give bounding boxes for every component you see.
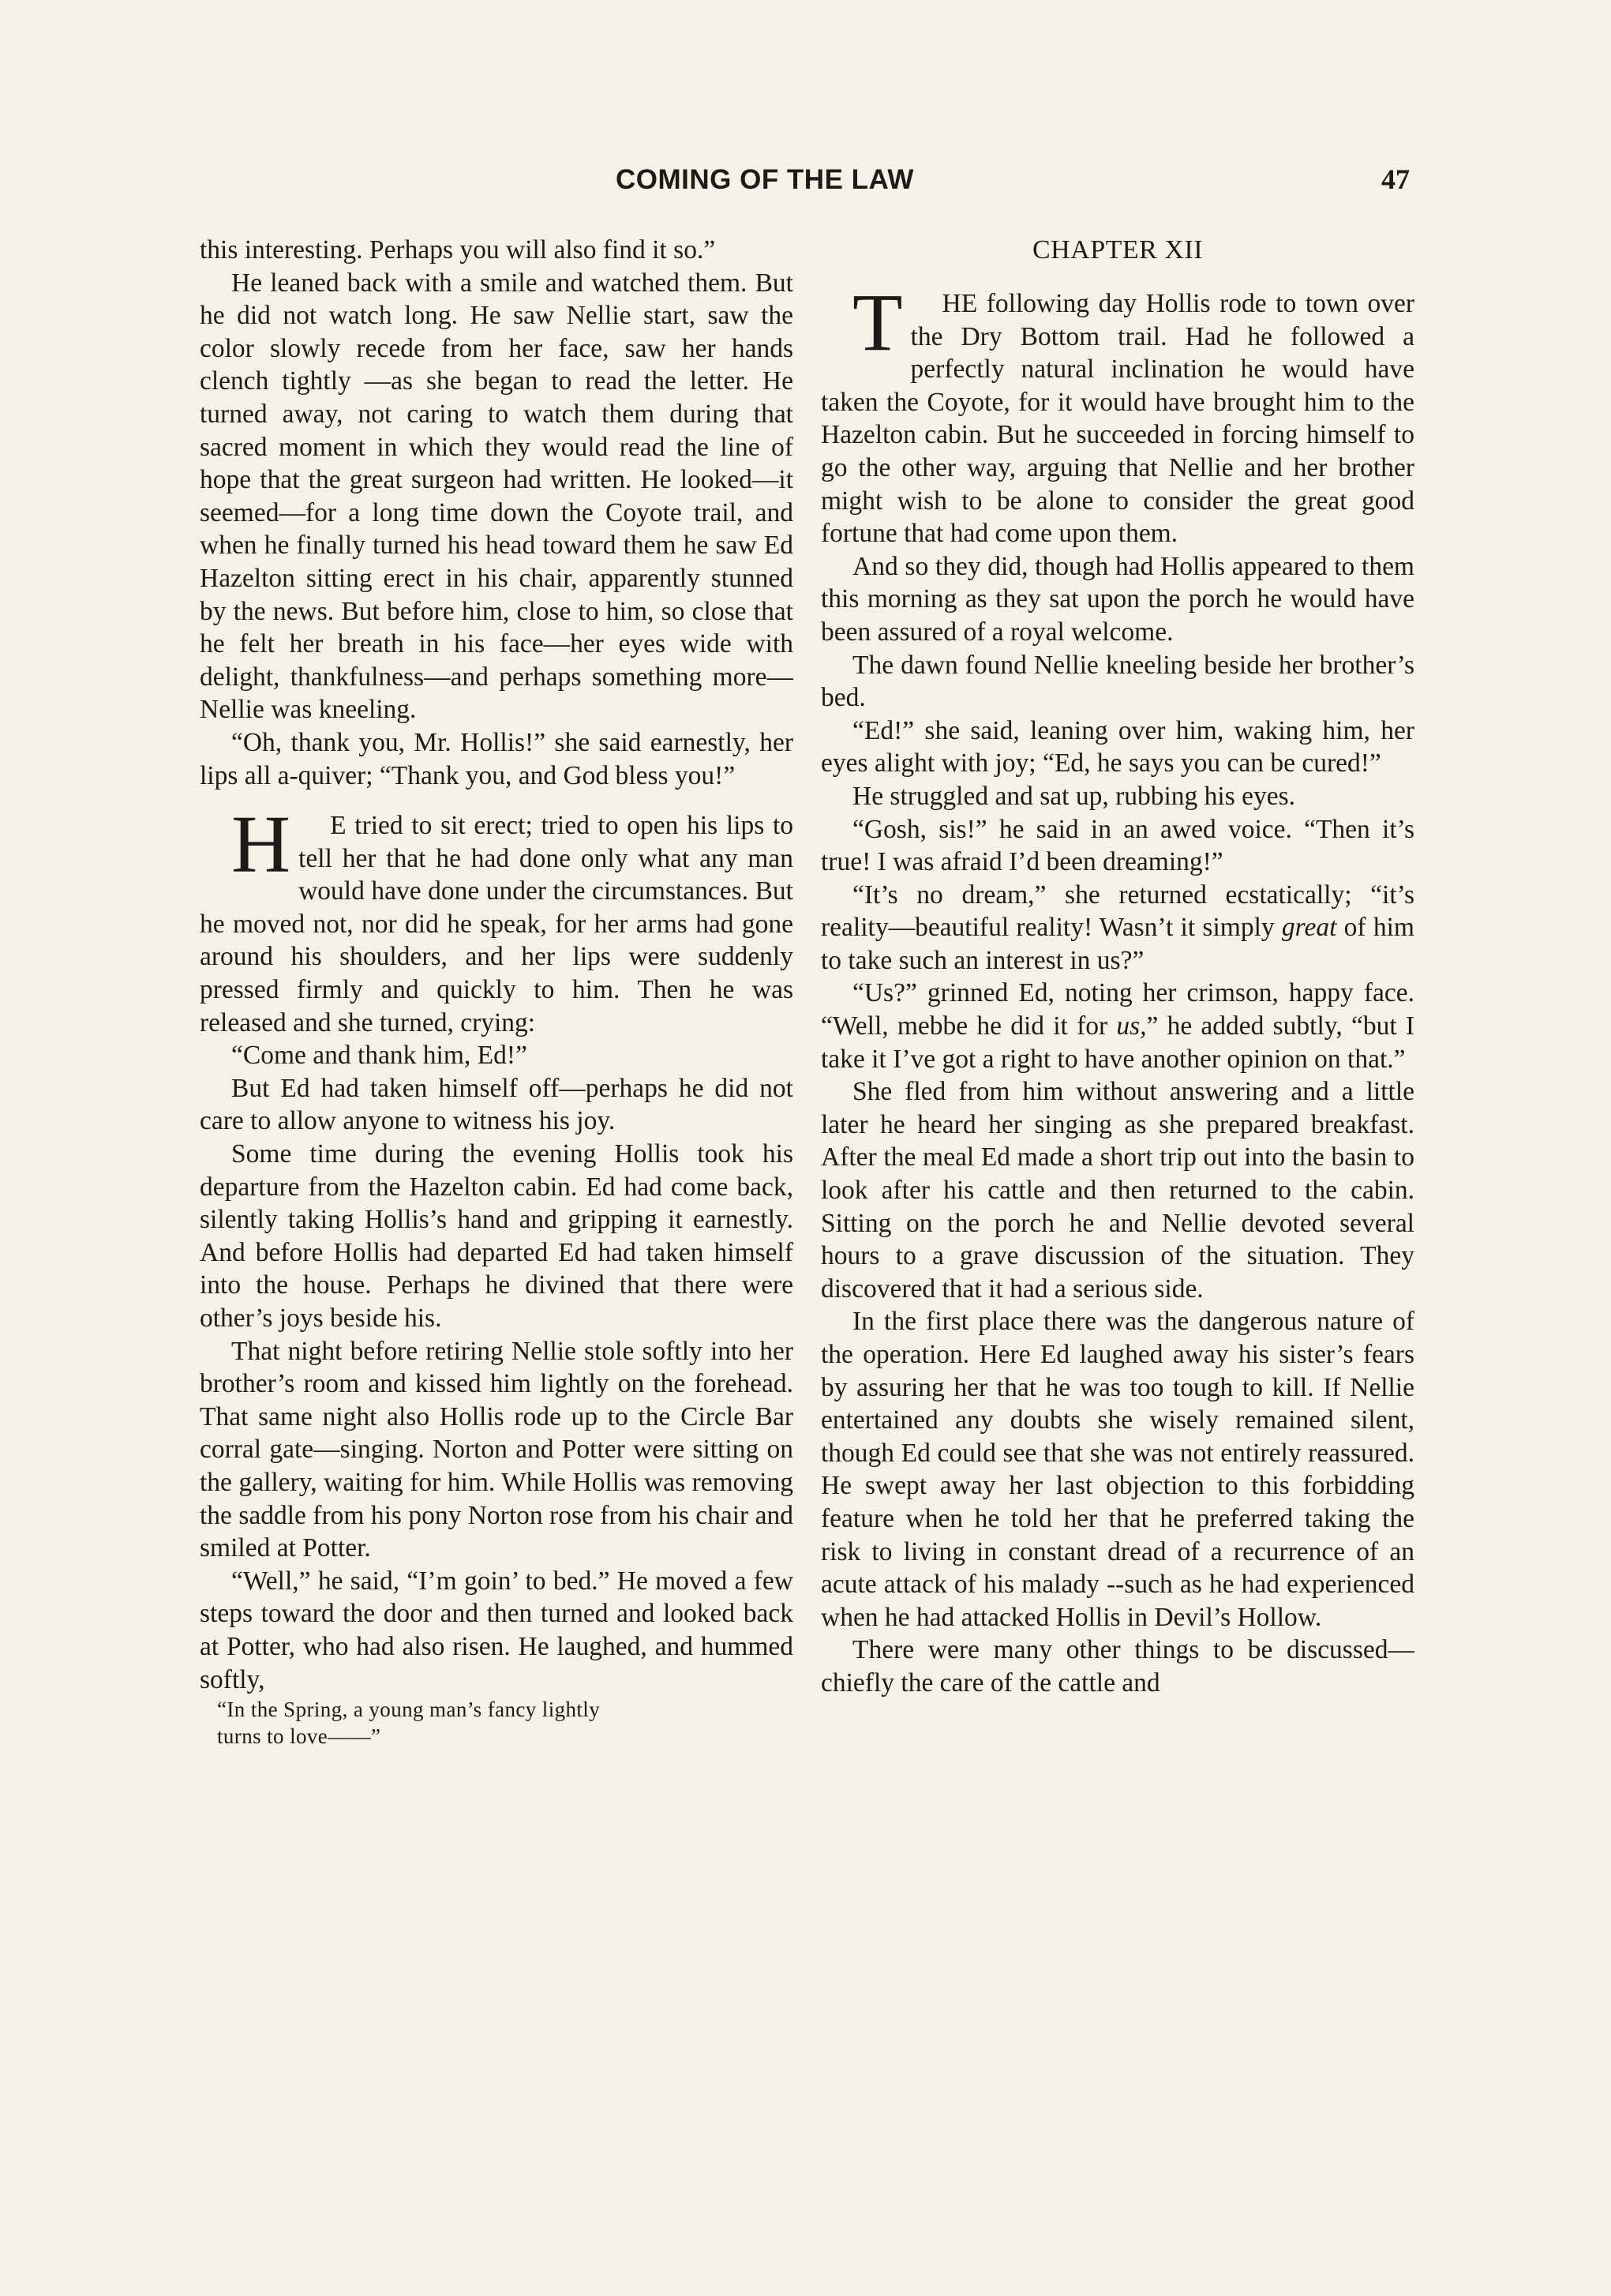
paragraph: “Gosh, sis!” he said in an awed voice. “Then it’s true! I was afraid I’d been dreaming!”: [821, 814, 1414, 877]
paragraph: [821, 977, 1414, 1075]
paragraph: “Come and thank him, Ed!”: [231, 1041, 527, 1071]
paragraph: That night before retiring Nellie stole softly into her brother’s room and kissed him lightly on the forehead. That same night also Hollis rode up to the Circle Bar corral gate—singing. Norton and Potter were sitting on the gallery, waiting for him. While Hollis was removing the saddle from his pony Norton rose from his chair and smiled at Potter.: [200, 1336, 793, 1563]
right-column: [821, 234, 1414, 2144]
paragraph: “Oh, thank you, Mr. Hollis!” she said earnestly, her lips all a-quiver; “Thank you, and God bless you!”: [200, 727, 793, 790]
paragraph-text: HE following day Hollis rode to town over the Dry Bottom trail. Had he followed a perfectly natural inclination he would have taken the Coyote, for it would have brought him to the Hazelton cabin. But he succeeded in forcing himself to go the other way, arguing that Nellie and her brother might wish to be alone to consider the great good fortune that had come upon them.: [821, 289, 1414, 549]
chapter-heading: CHAPTER XII: [1032, 235, 1204, 264]
left-column: [200, 234, 793, 2144]
paragraph: In the first place there was the dangerous nature of the operation. Here Ed laughed away his sister’s fears by assuring her that he was too tough to kill. If Nellie entertained any doubts she wisely remained silent, though Ed could see that she was not entirely reassured. He swept away her last objection to this forbidding feature when he told her that he preferred taking the risk to living in constant dread of a recurrence of an acute attack of his malady --such as he had experienced when he had attacked Hollis in Devil’s Hollow.: [821, 1307, 1414, 1632]
dropcap-paragraph: [200, 799, 793, 1039]
paragraph: And so they did, though had Hollis appeared to them this morning as they sat upon the porch he would have been assured of a royal welcome.: [821, 551, 1414, 647]
paragraph-text: ” he added subtly, “but I take it I’ve got a right to have another opinion on that.”: [821, 1011, 1414, 1074]
paragraph: But Ed had taken himself off—perhaps he did not care to allow anyone to witness his joy.: [200, 1073, 793, 1136]
page-number: 47: [1381, 163, 1410, 195]
running-title: COMING OF THE LAW: [616, 164, 914, 195]
page-header: [0, 164, 1611, 204]
dropcap-paragraph: [821, 277, 1414, 550]
emphasis-text: us,: [1116, 1011, 1147, 1041]
paragraph: He struggled and sat up, rubbing his eyes.: [852, 781, 1296, 811]
paragraph: Some time during the evening Hollis took his departure from the Hazelton cabin. Ed had come back, silently taking Hollis’s hand and gripping it earnestly. And before Hollis had departed Ed had taken himself into the house. Perhaps he divined that there were other’s joys beside his.: [200, 1139, 793, 1333]
paragraph: “Ed!” she said, leaning over him, waking him, her eyes alight with joy; “Ed, he says you can be cured!”: [821, 715, 1414, 778]
paragraph: There were many other things to be discussed—chiefly the care of the cattle and: [821, 1635, 1414, 1698]
drop-cap: H: [231, 799, 291, 891]
paragraph-text: “It’s no dream,” she returned ecstatically; “it’s reality—beautiful reality! Wasn’t it simply: [821, 880, 1414, 943]
emphasis-text: great: [1281, 913, 1337, 943]
poem-quote: [217, 1696, 793, 1750]
poem-line: turns to love——”: [217, 1724, 381, 1749]
paragraph: He leaned back with a smile and watched them. But he did not watch long. He saw Nellie start, saw the color slowly recede from her face, saw her hands clench tightly —as she began to read the letter. He turned away, not caring to watch them during that sacred moment in which they would read the line of hope that the great surgeon had written. He looked—it seemed—for a long time down the Coyote trail, and when he finally turned his head toward them he saw Ed Hazelton sitting erect in his chair, apparently stunned by the news. But before him, close to him, so close that he felt her breath in his face—her eyes wide with delight, thankfulness—and perhaps something more—Nellie was kneeling.: [200, 268, 793, 725]
paragraph-text: E tried to sit erect; tried to open his lips to tell her that he had done only what any man would have done under the circumstances. But he moved not, nor did he speak, for her arms had gone around his shoulders, and her lips were suddenly pressed firmly and quickly to him. Then he was released and she turned, crying:: [200, 811, 793, 1037]
paragraph: [821, 879, 1414, 977]
paragraph: “Well,” he said, “I’m goin’ to bed.” He moved a few steps toward the door and then turned and looked back at Potter, who had also risen. He laughed, and hummed softly,: [200, 1566, 793, 1694]
paragraph: this interesting. Perhaps you will also find it so.”: [200, 235, 716, 264]
paragraph: The dawn found Nellie kneeling beside her brother’s bed.: [821, 650, 1414, 713]
poem-line: “In the Spring, a young man’s fancy lightly: [217, 1698, 601, 1722]
paragraph-text: “Us?” grinned Ed, noting her crimson, happy face. “Well, mebbe he did it for: [821, 978, 1414, 1041]
paragraph: She fled from him without answering and a little later he heard her singing as she prepared breakfast. After the meal Ed made a short trip out into the basin to look after his cattle and then returned to the cabin. Sitting on the porch he and Nellie devoted several hours to a grave discussion of the situation. They discovered that it had a serious side.: [821, 1077, 1414, 1304]
paragraph-text: of him to take such an interest in us?”: [821, 913, 1414, 975]
drop-cap: T: [852, 277, 903, 368]
